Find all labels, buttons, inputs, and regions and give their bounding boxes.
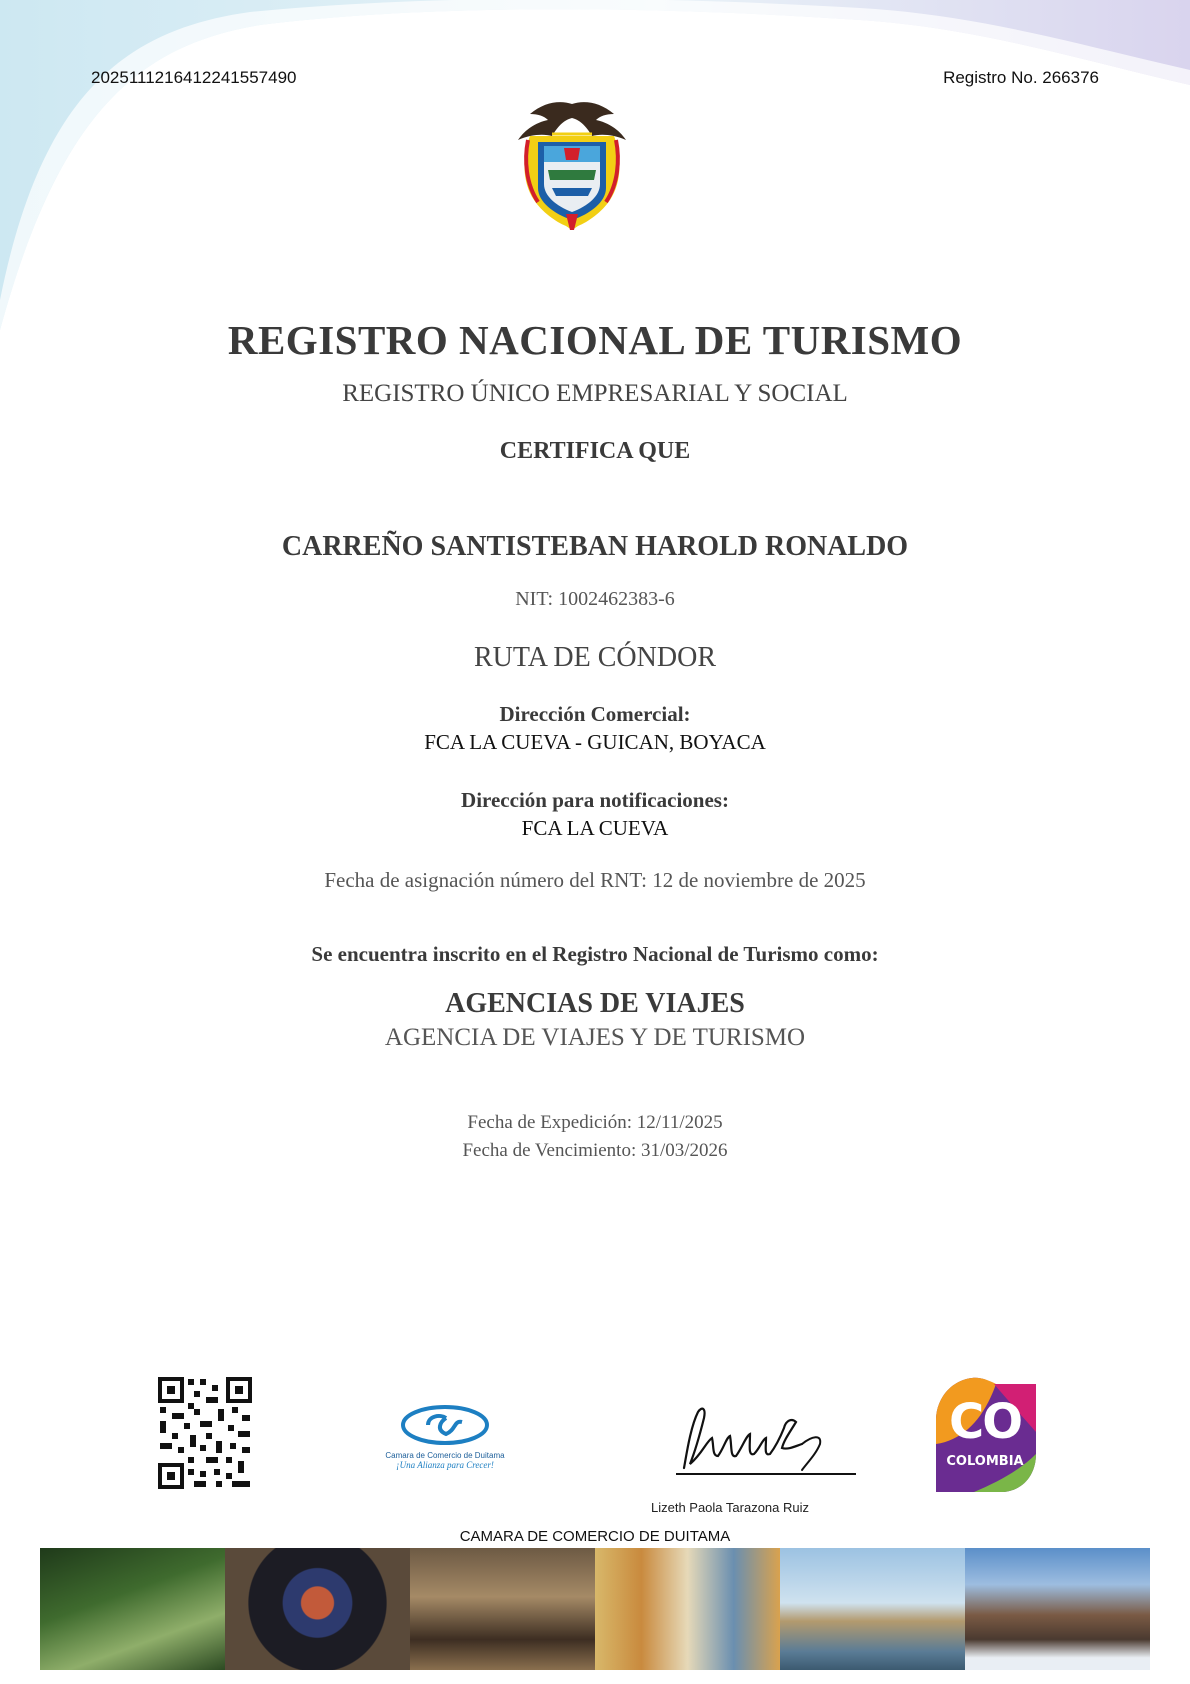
categoria: AGENCIAS DE VIAJES — [445, 988, 745, 1019]
fecha-expedicion: Fecha de Expedición: 12/11/2025 — [467, 1112, 723, 1133]
direccion-comercial-value: FCA LA CUEVA - GUICAN, BOYACA — [424, 730, 766, 754]
inscrito-statement: Se encuentra inscrito en el Registro Nacional de Turismo como: — [311, 942, 879, 966]
musicians-photo — [410, 1548, 595, 1670]
document-subtitle: REGISTRO ÚNICO EMPRESARIAL Y SOCIAL — [342, 380, 848, 407]
co-letters: CO — [948, 1394, 1022, 1450]
condor-photo — [225, 1548, 410, 1670]
fecha-asignacion: Fecha de asignación número del RNT: 12 de noviembre de 2025 — [324, 868, 866, 892]
holder-name: CARREÑO SANTISTEBAN HAROLD RONALDO — [281, 531, 909, 562]
document-title: REGISTRO NACIONAL DE TURISMO — [227, 317, 963, 363]
fecha-vencimiento: Fecha de Vencimiento: 31/03/2026 — [462, 1140, 728, 1161]
issuing-entity: CAMARA DE COMERCIO DE DUITAMA — [459, 1528, 731, 1545]
signer-name: Lizeth Paola Tarazona Ruiz — [650, 1500, 810, 1515]
colombia-brand-logo-icon — [934, 1374, 1036, 1492]
document-code: 2025111216412241557490 — [91, 68, 297, 87]
camara-logo-slogan: ¡Una Alianza para Crecer! — [396, 1460, 494, 1470]
trade-name: RUTA DE CÓNDOR — [474, 642, 716, 673]
direccion-notificaciones-value: FCA LA CUEVA — [521, 816, 669, 840]
camara-comercio-logo-icon — [400, 1404, 490, 1446]
holder-nit: NIT: 1002462383-6 — [515, 588, 675, 610]
registro-number: Registro No. 266376 — [943, 68, 1099, 87]
signature — [672, 1398, 862, 1490]
tourism-photo-strip — [40, 1548, 1150, 1670]
mountain-photo — [965, 1548, 1150, 1670]
forest-photo — [40, 1548, 225, 1670]
colonial-street-photo — [595, 1548, 780, 1670]
cathedral-photo — [780, 1548, 965, 1670]
direccion-comercial-label: Dirección Comercial: — [499, 702, 691, 726]
camara-comercio-logo — [380, 1404, 510, 1470]
camara-logo-text: Camara de Comercio de Duitama — [385, 1451, 505, 1460]
colombia-coat-of-arms-icon — [508, 96, 636, 232]
co-word: COLOMBIA — [946, 1454, 1024, 1469]
direccion-notificaciones-label: Dirección para notificaciones: — [461, 788, 729, 812]
certifica-heading: CERTIFICA QUE — [499, 438, 691, 464]
qr-code-icon[interactable] — [158, 1377, 252, 1489]
subcategoria: AGENCIA DE VIAJES Y DE TURISMO — [384, 1024, 806, 1051]
